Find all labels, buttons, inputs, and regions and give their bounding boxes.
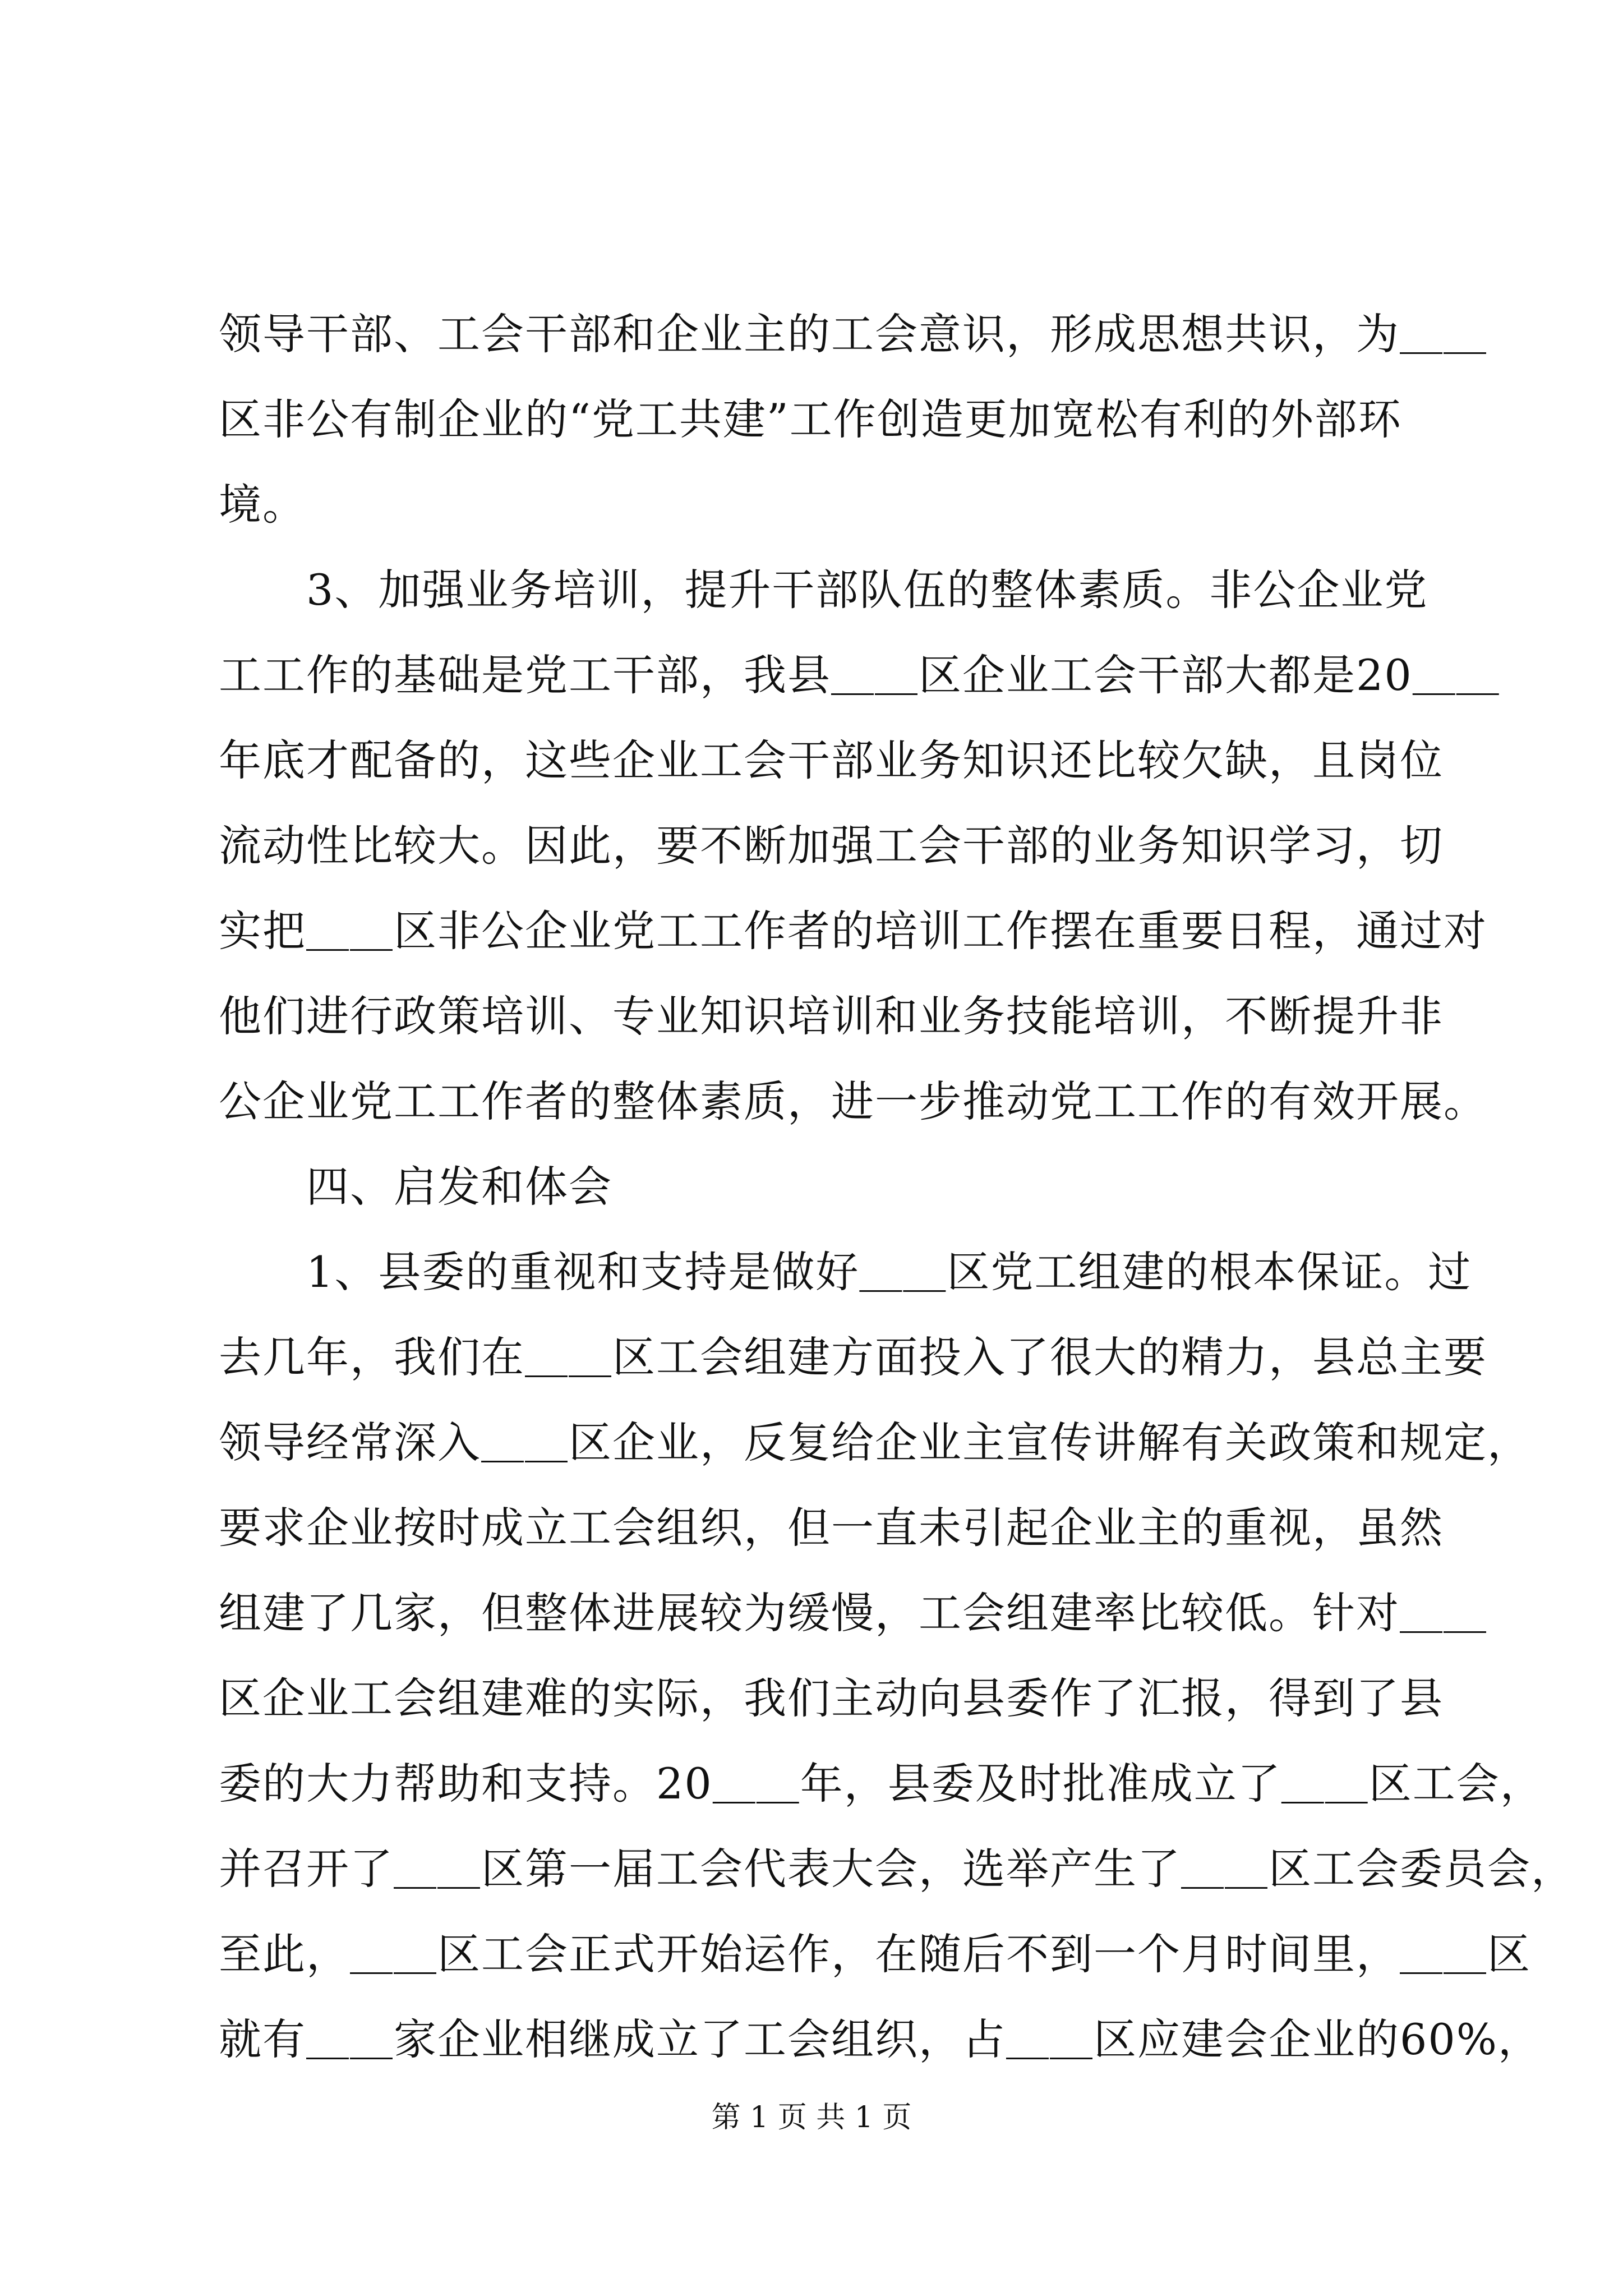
text-line: 实把＿＿区非公企业党工工作者的培训工作摆在重要日程，通过对: [219, 906, 1487, 956]
text-line: 组建了几家，但整体进展较为缓慢，工会组建率比较低。针对＿＿: [219, 1588, 1487, 1638]
text-line: 领导经常深入＿＿区企业，反复给企业主宣传讲解有关政策和规定，: [219, 1418, 1531, 1467]
text-line: 流动性比较大。因此，要不断加强工会干部的业务知识学习，切: [219, 821, 1444, 871]
body-text: [219, 292, 1575, 2082]
text-line: 至此，＿＿区工会正式开始运作，在随后不到一个月时间里，＿＿区: [219, 1929, 1531, 1979]
text-line: 他们进行政策培训、专业知识培训和业务技能培训，不断提升非: [219, 991, 1444, 1041]
text-line: 3、加强业务培训，提升干部队伍的整体素质。非公企业党: [219, 565, 1428, 615]
text-line: 领导干部、工会干部和企业主的工会意识，形成思想共识，为＿＿: [219, 309, 1487, 359]
text-line: 区非公有制企业的“党工共建”工作创造更加宽松有利的外部环: [219, 394, 1402, 444]
text-line: 公企业党工工作者的整体素质，进一步推动党工工作的有效开展。: [219, 1076, 1487, 1126]
text-line: 境。: [219, 480, 306, 530]
text-line: 年底才配备的，这些企业工会干部业务知识还比较欠缺，且岗位: [219, 735, 1444, 785]
text-line: 区企业工会组建难的实际，我们主动向县委作了汇报，得到了县: [219, 1673, 1444, 1723]
text-line: 工工作的基础是党工干部，我县＿＿区企业工会干部大都是20＿＿: [219, 650, 1500, 700]
text-line: 委的大力帮助和支持。20＿＿年，县委及时批准成立了＿＿区工会，: [219, 1759, 1544, 1809]
text-line: 就有＿＿家企业相继成立了工会组织，占＿＿区应建会企业的60%，: [219, 2014, 1542, 2064]
section-heading: 四、启发和体会: [219, 1162, 612, 1212]
text-line: 并召开了＿＿区第一届工会代表大会，选举产生了＿＿区工会委员会，: [219, 1844, 1575, 1894]
text-line: 要求企业按时成立工会组织，但一直未引起企业主的重视，虽然: [219, 1503, 1444, 1553]
page-footer: 第 1 页 共 1 页: [711, 2101, 912, 2134]
text-line: 1、县委的重视和支持是做好＿＿区党工组建的根本保证。过: [219, 1247, 1472, 1297]
text-line: 去几年，我们在＿＿区工会组建方面投入了很大的精力，县总主要: [219, 1332, 1487, 1382]
